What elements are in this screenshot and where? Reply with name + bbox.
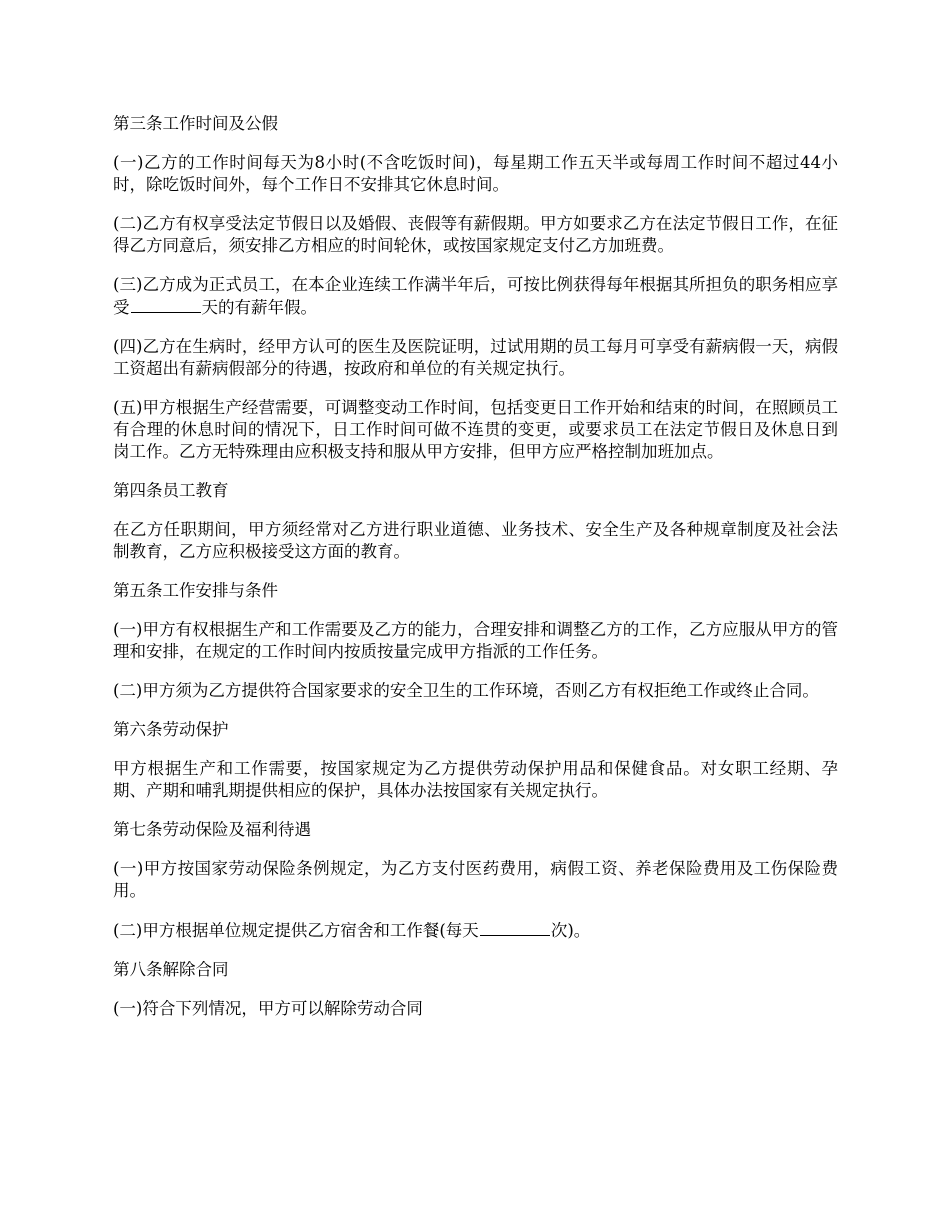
clause-text: 次)。 [550, 921, 591, 940]
section-3-clause-5: (五)甲方根据生产经营需要，可调整变动工作时间，包括变更日工作开始和结束的时间，在照顾员工有合理的休息时间的情况下，日工作时间可做不连贯的变更，或要求员工在法定节假日及休息日到岗工作。乙方无特殊理由应积极支持和服从甲方安排，但甲方应严格控制加班加点。 [113, 398, 838, 461]
section-5-heading: 第五条工作安排与条件 [113, 581, 278, 600]
section-3-clause-4: (四)乙方在生病时，经甲方认可的医生及医院证明，过试用期的员工每月可享受有薪病假一天，病假工资超出有薪病假部分的待遇，按政府和单位的有关规定执行。 [113, 337, 838, 378]
section-3-clause-3 [113, 274, 838, 319]
clause-text: (二)甲方根据单位规定提供乙方宿舍和工作餐(每天 [113, 921, 479, 940]
section-3-clause-2: (二)乙方有权享受法定节假日以及婚假、丧假等有薪假期。甲方如要求乙方在法定节假日工作，在征得乙方同意后，须安排乙方相应的时间轮休，或按国家规定支付乙方加班费。 [113, 214, 838, 255]
section-4-heading: 第四条员工教育 [113, 481, 229, 500]
section-4-clause-1: 在乙方任职期间，甲方须经常对乙方进行职业道德、业务技术、安全生产及各种规章制度及社会法制教育，乙方应积极接受这方面的教育。 [113, 520, 838, 561]
section-3-heading: 第三条工作时间及公假 [113, 114, 278, 133]
section-5-clause-1: (一)甲方有权根据生产和工作需要及乙方的能力，合理安排和调整乙方的工作，乙方应服从甲方的管理和安排，在规定的工作时间内按质按量完成甲方指派的工作任务。 [113, 620, 838, 661]
section-8-clause-1: (一)符合下列情况，甲方可以解除劳动合同 [113, 999, 423, 1018]
section-7-clause-1: (一)甲方按国家劳动保险条例规定，为乙方支付医药费用，病假工资、养老保险费用及工伤保险费用。 [113, 859, 838, 900]
section-6-heading: 第六条劳动保护 [113, 720, 229, 739]
section-5-clause-2: (二)甲方须为乙方提供符合国家要求的安全卫生的工作环境，否则乙方有权拒绝工作或终止合同。 [113, 681, 819, 700]
document-page [113, 113, 838, 1037]
section-6-clause-1: 甲方根据生产和工作需要，按国家规定为乙方提供劳动保护用品和保健食品。对女职工经期、孕期、产期和哺乳期提供相应的保护，具体办法按国家有关规定执行。 [113, 759, 838, 800]
section-7-heading: 第七条劳动保险及福利待遇 [113, 820, 311, 839]
clause-text: 天的有薪年假。 [201, 298, 317, 317]
fill-in-blank [131, 296, 201, 313]
fill-in-blank [480, 919, 550, 936]
section-7-clause-2 [113, 919, 838, 942]
section-3-clause-1: (一)乙方的工作时间每天为8小时(不含吃饭时间)，每星期工作五天半或每周工作时间不超过44小时，除吃饭时间外，每个工作日不安排其它休息时间。 [113, 153, 838, 194]
clause-text: (三)乙方成为正式员工，在本企业连续工作满半年后，可按比例获得每年根据其所担负的职务相应享受 [113, 275, 838, 317]
section-8-heading: 第八条解除合同 [113, 960, 229, 979]
